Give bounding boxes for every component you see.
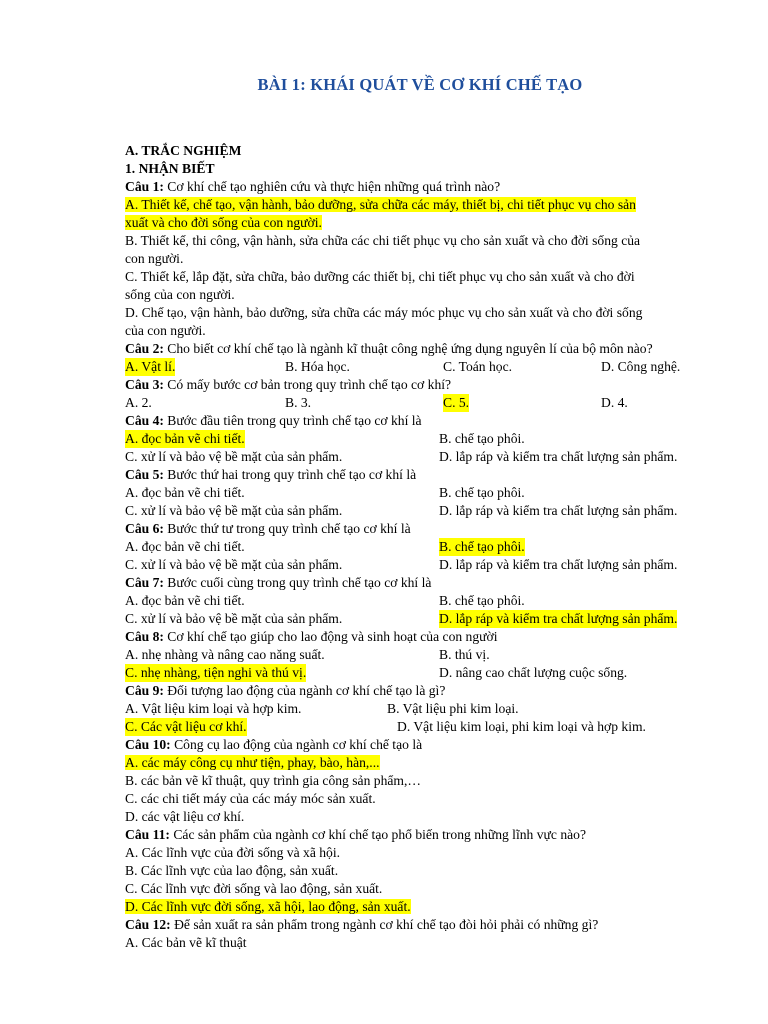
question-8: Câu 8: Cơ khí chế tạo giúp cho lao động và sinh hoạt của con người xyxy=(125,629,498,644)
q5-option-c: C. xử lí và bảo vệ bề mặt của sản phẩm. xyxy=(125,503,343,518)
q10-option-a: A. các máy công cụ như tiện, phay, bào, hàn,... xyxy=(125,755,380,770)
q6-option-d: D. lắp ráp và kiểm tra chất lượng sản phẩm. xyxy=(439,557,678,572)
q2-option-c: C. Toán học. xyxy=(443,359,513,374)
q8-options-ab xyxy=(125,646,725,664)
q7-options-ab xyxy=(125,592,725,610)
q3-option-d: D. 4. xyxy=(601,395,628,410)
q8-option-a: A. nhẹ nhàng và nâng cao năng suất. xyxy=(125,647,325,662)
q2-option-d: D. Công nghệ. xyxy=(601,359,681,374)
q9-option-a: A. Vật liệu kim loại và hợp kim. xyxy=(125,701,302,716)
q6-option-b: B. chế tạo phôi. xyxy=(439,539,525,554)
q10-option-b: B. các bản vẽ kĩ thuật, quy trình gia công sản phẩm,… xyxy=(125,773,421,788)
q4-option-a: A. đọc bản vẽ chi tiết. xyxy=(125,431,245,446)
q9-option-c: C. Các vật liệu cơ khí. xyxy=(125,719,247,734)
q3-options xyxy=(125,394,725,412)
q10-option-c: C. các chi tiết máy của các máy móc sản xuất. xyxy=(125,791,376,806)
q7-option-d: D. lắp ráp và kiểm tra chất lượng sản phẩm. xyxy=(439,611,678,626)
q3-option-b: B. 3. xyxy=(285,395,312,410)
q1-option-c: C. Thiết kế, lắp đặt, sửa chữa, bảo dưỡng các thiết bị, chi tiết phục vụ cho sản xuất và cho đời xyxy=(125,269,635,284)
q1-option-a: A. Thiết kế, chế tạo, vận hành, bảo dưỡng, sửa chữa các máy, thiết bị, chi tiết phục vụ cho sản xyxy=(125,197,636,212)
quiz-content xyxy=(125,142,725,952)
q2-options xyxy=(125,358,725,376)
q11-option-a: A. Các lĩnh vực của đời sống và xã hội. xyxy=(125,845,341,860)
question-1: Câu 1: Cơ khí chế tạo nghiên cứu và thực hiện những quá trình nào? xyxy=(125,179,501,194)
q6-options-ab xyxy=(125,538,725,556)
q10-option-d: D. các vật liệu cơ khí. xyxy=(125,809,245,824)
question-2: Câu 2: Cho biết cơ khí chế tạo là ngành kĩ thuật công nghệ ứng dụng nguyên lí của bộ môn nào? xyxy=(125,341,653,356)
q4-options-cd xyxy=(125,448,725,466)
q7-option-b: B. chế tạo phôi. xyxy=(439,593,525,608)
q7-option-a: A. đọc bản vẽ chi tiết. xyxy=(125,593,245,608)
q8-options-cd xyxy=(125,664,725,682)
q4-option-b: B. chế tạo phôi. xyxy=(439,431,525,446)
q6-options-cd xyxy=(125,556,725,574)
q9-option-b: B. Vật liệu phi kim loại. xyxy=(387,701,519,716)
q6-option-c: C. xử lí và bảo vệ bề mặt của sản phẩm. xyxy=(125,557,343,572)
q8-option-b: B. thú vị. xyxy=(439,647,490,662)
q9-option-d: D. Vật liệu kim loại, phi kim loại và hợp kim. xyxy=(397,719,646,734)
question-10: Câu 10: Công cụ lao động của ngành cơ khí chế tạo là xyxy=(125,737,423,752)
q1-option-a-cont: xuất và cho đời sống của con người. xyxy=(125,215,322,230)
q3-option-a: A. 2. xyxy=(125,395,152,410)
q1-option-d: D. Chế tạo, vận hành, bảo dưỡng, sửa chữa các máy móc phục vụ cho sản xuất và cho đời sống xyxy=(125,305,643,320)
q5-option-a: A. đọc bản vẽ chi tiết. xyxy=(125,485,245,500)
q5-option-b: B. chế tạo phôi. xyxy=(439,485,525,500)
question-12: Câu 12: Để sản xuất ra sản phẩm trong ngành cơ khí chế tạo đòi hỏi phải có những gì? xyxy=(125,917,599,932)
question-11: Câu 11: Các sản phẩm của ngành cơ khí chế tạo phổ biến trong những lĩnh vực nào? xyxy=(125,827,586,842)
q1-option-d-cont: của con người. xyxy=(125,323,206,338)
q8-option-d: D. nâng cao chất lượng cuộc sống. xyxy=(439,665,628,680)
q9-options-ab xyxy=(125,700,725,718)
question-4: Câu 4: Bước đầu tiên trong quy trình chế tạo cơ khí là xyxy=(125,413,422,428)
q9-options-cd xyxy=(125,718,725,736)
q4-option-c: C. xử lí và bảo vệ bề mặt của sản phẩm. xyxy=(125,449,343,464)
q2-option-a: A. Vật lí. xyxy=(125,359,176,374)
q3-option-c: C. 5. xyxy=(443,395,470,410)
question-7: Câu 7: Bước cuối cùng trong quy trình chế tạo cơ khí là xyxy=(125,575,432,590)
section-heading: A. TRẮC NGHIỆM xyxy=(125,143,242,158)
question-9: Câu 9: Đối tượng lao động của ngành cơ khí chế tạo là gì? xyxy=(125,683,446,698)
question-6: Câu 6: Bước thứ tư trong quy trình chế tạo cơ khí là xyxy=(125,521,411,536)
page-title: BÀI 1: KHÁI QUÁT VỀ CƠ KHÍ CHẾ TẠO xyxy=(257,75,583,94)
subsection-heading: 1. NHẬN BIẾT xyxy=(125,161,215,176)
q5-option-d: D. lắp ráp và kiểm tra chất lượng sản phẩm. xyxy=(439,503,678,518)
q1-option-c-cont: sống của con người. xyxy=(125,287,235,302)
q7-options-cd xyxy=(125,610,725,628)
q2-option-b: B. Hóa học. xyxy=(285,359,350,374)
q6-option-a: A. đọc bản vẽ chi tiết. xyxy=(125,539,245,554)
question-3: Câu 3: Có mấy bước cơ bản trong quy trình chế tạo cơ khí? xyxy=(125,377,452,392)
q1-option-b: B. Thiết kế, thi công, vận hành, sửa chữa các chi tiết phục vụ cho sản xuất và cho đời sống của xyxy=(125,233,641,248)
q5-options-cd xyxy=(125,502,725,520)
question-5: Câu 5: Bước thứ hai trong quy trình chế tạo cơ khí là xyxy=(125,467,417,482)
q7-option-c: C. xử lí và bảo vệ bề mặt của sản phẩm. xyxy=(125,611,343,626)
q4-option-d: D. lắp ráp và kiểm tra chất lượng sản phẩm. xyxy=(439,449,678,464)
q11-option-b: B. Các lĩnh vực của lao động, sản xuất. xyxy=(125,863,339,878)
q1-option-b-cont: con người. xyxy=(125,251,184,266)
q12-option-a: A. Các bản vẽ kĩ thuật xyxy=(125,935,247,950)
q11-option-c: C. Các lĩnh vực đời sống và lao động, sản xuất. xyxy=(125,881,383,896)
q8-option-c: C. nhẹ nhàng, tiện nghi và thú vị. xyxy=(125,665,307,680)
q4-options-ab xyxy=(125,430,725,448)
q5-options-ab xyxy=(125,484,725,502)
q11-option-d: D. Các lĩnh vực đời sống, xã hội, lao động, sản xuất. xyxy=(125,899,411,914)
